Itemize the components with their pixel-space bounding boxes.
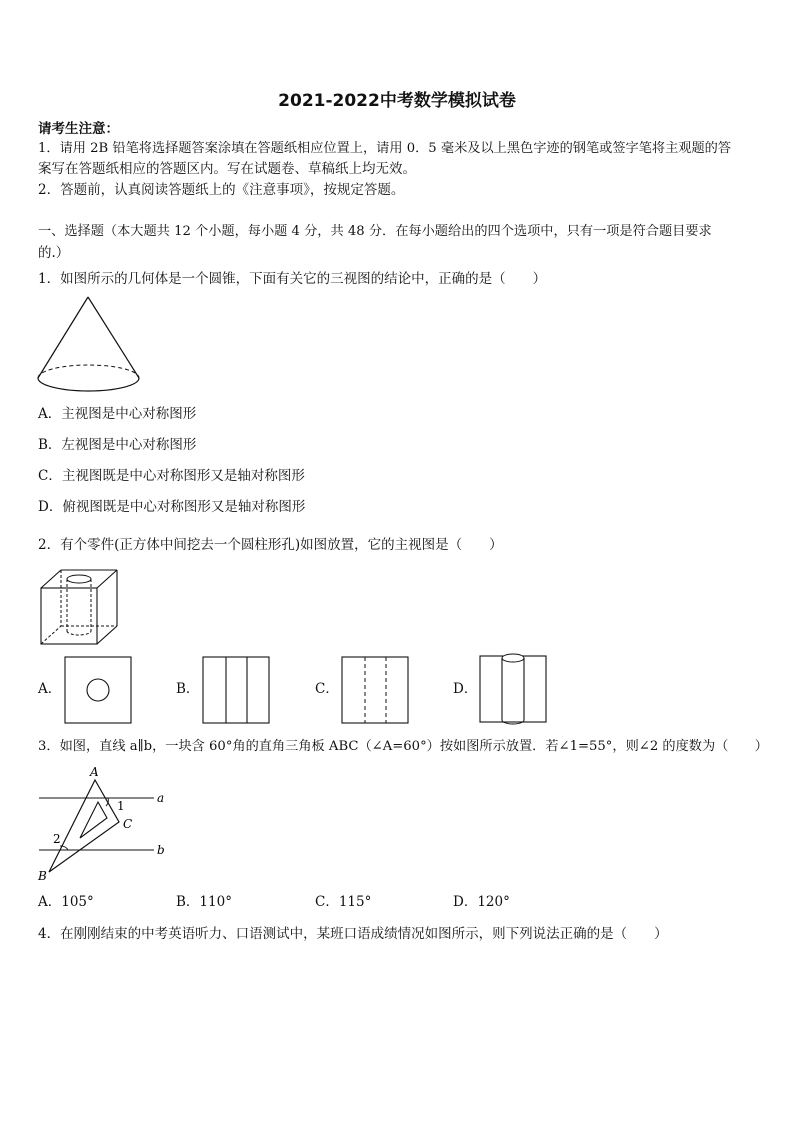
q2-option-c-figure	[341, 656, 411, 726]
q2-option-b-figure	[202, 656, 272, 726]
q1-stem: 1．如图所示的几何体是一个圆锥，下面有关它的三视图的结论中，正确的是（ ）	[38, 271, 547, 287]
q2-option-a-label: A．	[38, 681, 62, 697]
label-line-a: a	[157, 791, 165, 805]
section-heading-line-b: 的.）	[38, 245, 70, 261]
q2-option-a-figure	[64, 656, 134, 726]
page-title: 2021-2022中考数学模拟试卷	[278, 91, 516, 111]
q3-option-d: D．120°	[453, 894, 510, 910]
q2-option-c-label: C．	[315, 681, 339, 697]
label-vertex-c: C	[123, 817, 133, 831]
q3-stem: 3．如图，直线 a∥b，一块含 60°角的直角三角板 ABC（∠A=60°）按如图所示放置．若∠1=55°，则∠2 的度数为（ ）	[38, 739, 768, 754]
cube-with-hole-figure	[38, 568, 123, 648]
q2-option-d-figure	[479, 652, 549, 728]
label-angle-2: 2	[53, 832, 61, 846]
q3-option-c: C．115°	[315, 894, 372, 910]
label-angle-1: 1	[117, 799, 125, 813]
notice-line-1a: 1．请用 2B 铅笔将选择题答案涂填在答题纸相应位置上，请用 0．5 毫米及以上黑色字迹的钢笔或签字笔将主观题的答	[38, 141, 732, 156]
cone-figure	[36, 294, 146, 394]
q1-option-d: D．俯视图既是中心对称图形又是轴对称图形	[38, 499, 306, 515]
q3-option-b: B．110°	[176, 894, 232, 910]
q2-option-b-label: B．	[176, 681, 200, 697]
q2-stem: 2．有个零件(正方体中间挖去一个圆柱形孔)如图放置，它的主视图是（ ）	[38, 537, 503, 553]
q1-option-a: A．主视图是中心对称图形	[38, 406, 197, 422]
label-vertex-b: B	[38, 869, 47, 883]
q3-option-a: A．105°	[38, 894, 94, 910]
label-line-b: b	[157, 843, 165, 857]
q4-stem: 4．在刚刚结束的中考英语听力、口语测试中，某班口语成绩情况如图所示，则下列说法正确的是（ ）	[38, 926, 668, 942]
q2-option-d-label: D．	[453, 681, 478, 697]
q1-option-b: B．左视图是中心对称图形	[38, 437, 197, 453]
notice-line-2: 2．答题前，认真阅读答题纸上的《注意事项》，按规定答题。	[38, 182, 405, 198]
triangle-parallel-lines-figure	[36, 764, 176, 886]
notice-line-1b: 案写在答题纸相应的答题区内。写在试题卷、草稿纸上均无效。	[38, 161, 416, 177]
q1-option-c: C．主视图既是中心对称图形又是轴对称图形	[38, 468, 305, 484]
notice-heading: 请考生注意：	[38, 121, 119, 137]
section-heading-line-a: 一、选择题（本大题共 12 个小题，每小题 4 分，共 48 分．在每小题给出的四个选项中，只有一项是符合题目要求	[38, 224, 712, 239]
label-vertex-a: A	[90, 765, 99, 779]
